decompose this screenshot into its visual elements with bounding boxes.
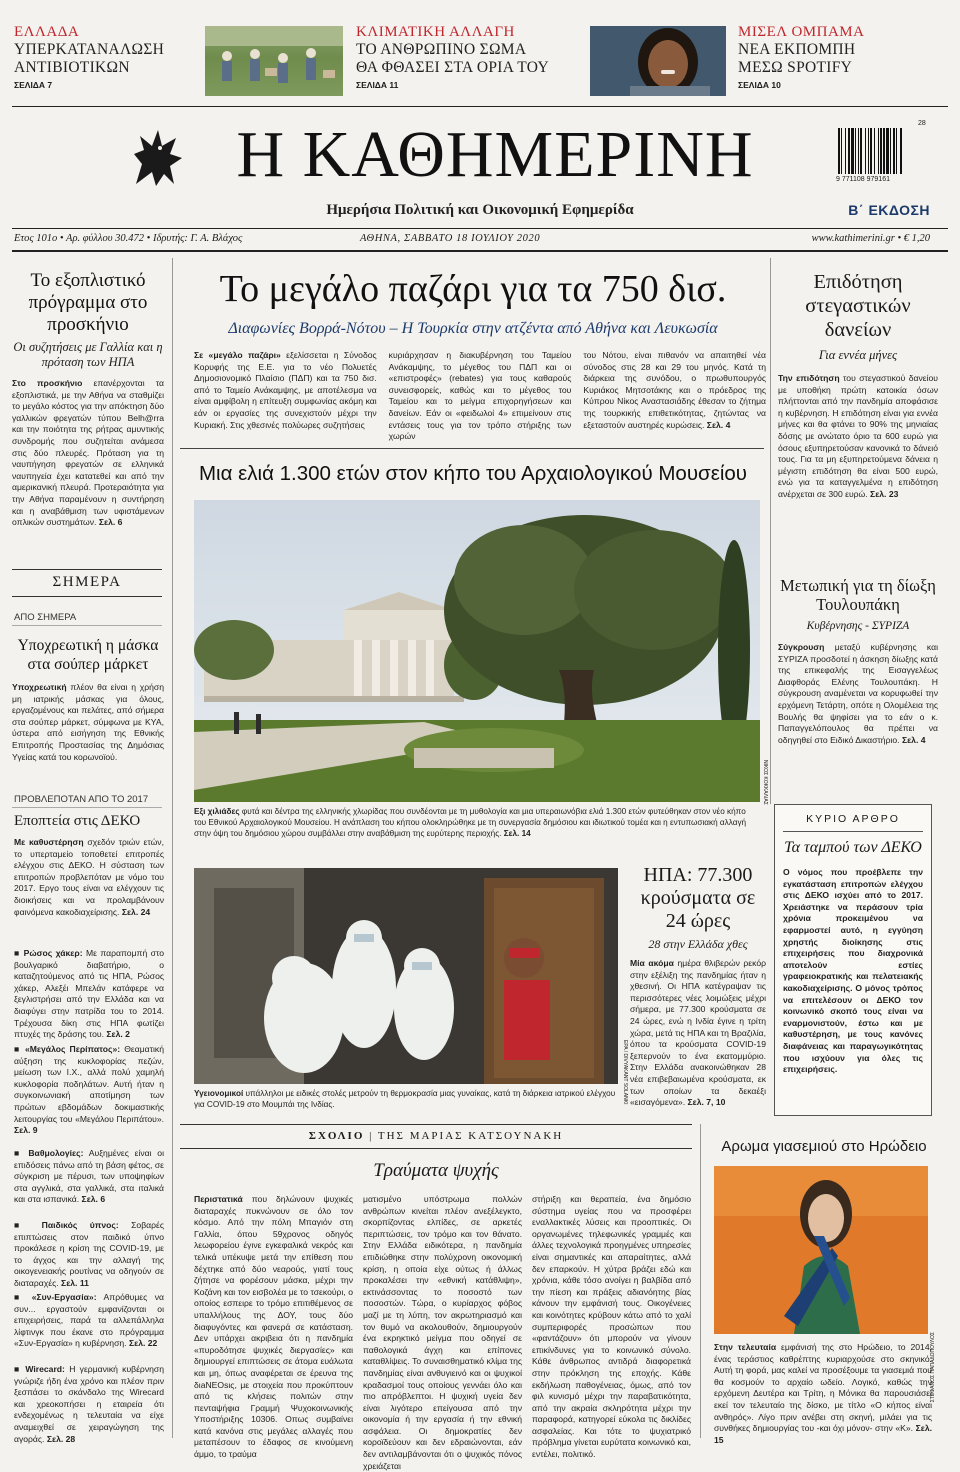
brief-item[interactable]: ■ Ρώσος χάκερ: Με παραπομπή στο βουλγαρικό διαβατήριο, ο καταζητούμενος από τις ΗΠΑ, Ρώσος χάκερ, Αλεξέι Μπελάν κατάφερε να ξεγλιστρήσει από την Ελλάδα και να διαφύγει στην πατρίδα του το 2014. Τρέχουσα δίκη στις ΗΠΑ φωτίζει πτυχές της δράσης του. Σελ. 2 [14, 948, 164, 1040]
teaser-obama[interactable] [738, 24, 864, 90]
loan-subtitle: Για εννέα μήνες [818, 348, 898, 362]
teaser-page: ΣΕΛΙΔΑ 11 [356, 80, 399, 90]
edition-badge: Β΄ ΕΚΔΟΣΗ [848, 202, 930, 218]
comment-col-3: στήριξη και θεραπεία, ένα δημόσιο σύστημα υγείας που να προσφέρει εναλλακτικές λύσεις και προοπτικές. Οι οργανωμένες τηλεφωνικές γραμμές και άλλες τεχνολογικά προηγμένες υπηρεσίες είναι σημαντικές και απαραίτητες, αλλά δεν επαρκούν. Η χύτρα βράζει εδώ και χρόνια, κάθε τόσο ανοίγει η βαλβίδα από την πίεση και πράξεις αδιανόητης βίας κάνουν την εμφάνισή τους. Οικογένειες και κοινότητες κρύβουν κάτω από το χαλί συμπεριφορές προσώπων που «φαντάζουν» ότι μπορούν να γίνουν επικίνδυνες για το κοινωνικό σύνολο. Κάθε άνθρωπος αντιδρά διαφορετικά στην πρόκληση της εποχής. Κάθε εκδήλωση παθογένειας, όμως, από τον φιλ κυνισμό μέχρι την παραβατικότητα, από την ακραία σκληρότητα μέχρι την παραφορά, κατηγορεί εύκολα τις δικλίδες ασφαλείας. Και τότε το ψυχιατρικό πρόβλημα γίνεται ευρύτατα κοινωνικό και, εντέλει, πολιτικό. [532, 1194, 691, 1460]
barcode-icon [836, 128, 926, 174]
deko-title: Εποπτεία στις ΔΕΚΟ [14, 813, 141, 829]
olive-photo-credit: ΝΙΚΟΣ ΚΟΚΚΑΛΙΑΣ [762, 760, 768, 805]
masthead-title[interactable]: Η ΚΑΘΗΜΕΡΙΝΗ [236, 118, 754, 191]
main-story-body [194, 350, 767, 442]
main-body-col-3: του Νότου, είναι πιθανόν να απαιτηθεί νέα σύνοδος στις 28 και 29 του μηνός. Κατά τη διάρκεια της συνόδου, ο πρωθυπουργός Κυριάκος Μητσοτάκης και ο πρόεδρος της Κύπρου Νίκος Αναστασιάδης έθεσαν το ζήτημα της τουρκικής επιθετικότητας, ζητώντας να εξεταστούν αυστηρές κυρώσεις. Σελ. 4 [583, 350, 767, 430]
usa-cases-story[interactable] [630, 864, 766, 1108]
from-today-label: ΑΠΟ ΣΗΜΕΡΑ [14, 612, 77, 623]
singer-photo [714, 1166, 928, 1334]
health-workers-illustration [194, 868, 618, 1084]
main-body-col-1: Σε «μεγάλο παζάρι» εξελίσσεται η Σύνοδος Κορυφής της Ε.Ε. για το νέο Πολυετές Δημοσιονομικό Πλαίσιο (ΠΔΠ) και τα 750 δισ. από το Ταμείο Ανάκαμψης, με αποτέλεσμα να είναι αμφίβολη η επίτευξη συμφωνίας ακόμη και εάν οι εργασίες της συνεχιστούν μέχρι την Κυριακή. Στις χθεσινές πολύωρες συζητήσεις [194, 350, 377, 430]
covid-caption: Υγειονομικοί υπάλληλοι με ειδικές στολές μετρούν τη θερμοκρασία μιας γυναίκας, κατά τη διάρκεια ιατρικού ελέγχου για COVID-19 στο Μουμπάι της Ινδίας. [194, 1089, 616, 1109]
loan-subsidy-story[interactable] [778, 270, 938, 535]
teaser-title-line: ΑΝΤΙΒΙΟΤΙΚΩΝ [14, 59, 130, 76]
griffin-logo-icon [128, 124, 188, 194]
jasmine-body: Στην τελευταία εμφάνισή της στο Ηρώδειο, το 2014, ένας τεράστιος καθρέπτης κυριαρχούσε στο σκηνικό. Αυτή τη φορά, μας καλεί να προσέξουμε τα γιασεμιά που θα κοσμούν το αρχαίο ωδείο. Λογικό, καθώς την ερχόμενη Δευτέρα και Τρίτη, η Μόνικα θα παρουσιάσει εκεί τον τελευταίο της δίσκο, με τίτλο «Ο κήπος είναι ανθηρός». Λίγο πριν ανέβει στη σκηνή, μιλάει για τις συνθήκες δημιουργίας του -και όχι μόνον- στην «Κ». Σελ. 15 [714, 1342, 932, 1445]
teaser-kicker: ΜΙΣΕΛ ΟΜΠΑΜΑ [738, 24, 865, 40]
left-lead-body: Στο προσκήνιο επανέρχονται τα εξοπλιστικά, με την Αθήνα να σταθμίζει το μεγάλο κόστος για την απόκτηση δύο γαλλικών φρεγατών τύπου Belh@rra και την ποιότητα της ρήτρας αμυντικής συνδρομής που συζητείται ανάμεσα στις δύο πλευρές. Πρόταση για τη ναυπήγηση φρεγατών σε ελληνικά ναυπηγεία έχει κατατεθεί και από την αμερικανική πλευρά. Προτεραιότητα για την Αθήνα παραμένουν η συντήρηση και η αναβάθμιση των υφιστάμενων οπλικών συστημάτων. Σελ. 6 [12, 378, 164, 528]
brief-item[interactable]: ■ Βαθμολογίες: Αυξημένες είναι οι επιδόσεις πάνω από τη βάση φέτος, σε σύγκριση με πέρυσι, των υποψηφίων στα αγγλικά, στα γαλλικά, στα ιταλικά και στα ισπανικά. Σελ. 6 [14, 1148, 164, 1205]
portrait-illustration [590, 26, 726, 96]
singer-portrait-illustration [714, 1166, 928, 1334]
main-body-col-2: κυριάρχησαν η διακυβέρνηση του Ταμείου Ανάκαμψης, το μέγεθος του ΠΔΠ και οι «επιστροφές» (rebates) για τους καθαρούς συνεισφορείς, καθώς και το μέγεθος του Ταμείου και το μείγμα επιχορηγήσεων και δανείων. Εάν οι «φειδωλοί 4» επιμείνουν στις εντάσεις τους για τον τρόπο στήριξης των χωρών [388, 350, 572, 442]
museum-garden-illustration [194, 500, 760, 802]
jasmine-title[interactable]: Αρωμα γιασεμιού στο Ηρώδειο [721, 1138, 927, 1155]
touloupaki-subtitle: Κυβέρνησης - ΣΥΡΙΖΑ [806, 620, 910, 632]
comment-col-1: Περιστατικά που δηλώνουν ψυχικές διαταραχές πυκνώνουν σε όλο τον κόσμο. Από την πόλη Μπαγιόν στη Γαλλία, όπου 59χρονος οδηγός λεωφορείου έγινε εγκεφαλικά νεκρός και τελικά υπέκυψε μετά την επίθεση που δέχτηκε από δύο νεαρούς, γιατί τους ζήτησε να φορέσουν μάσκα, μέχρι την Κοζάνη και τον εισβολέα με το τσεκούρι, ο οποίος εσπειρε το τρόμο επιτιθέμενος σε υπαλλήλους της ΔΟΥ, τους δύο διαφυγόντες και φανερά σε κατάσταση. Δεν υπάρχει ακριβεια ότι η πανδημία «πυροδότησε ψυχικές διεργασίες» και δημιουργεί επιπτώσεις σε άτομα ευάλωτα και μη, όπως αναφέρεται σε έρευνα της διaNEOsις, με στοιχεία που προκύπτουν από τις κλήσεις πολιτών στην πενταψήφια Γραμμή Ψυχοκοινωνικής Υποστήριξης 10306. Οπως συμβαίνει κατά κανόνα στις μεγάλες αλλαγές που μεταπέσουν το έδαφος σε κινούμενη άμμο, το τραύμα [194, 1194, 353, 1460]
teaser-photo-field-workers [205, 26, 343, 96]
usa-cases-title: ΗΠΑ: 77.300 κρούσματα σε 24 ώρες [640, 864, 756, 932]
touloupaki-title: Μετωπική για τη δίωξη Τουλουπάκη [780, 576, 936, 614]
covid-photo-credit: EPA / DIVYAKANT SOLANKI [622, 1040, 628, 1105]
dateline-right[interactable]: www.kathimerini.gr • € 1,20 [811, 233, 930, 244]
teaser-greece[interactable] [14, 24, 164, 90]
dateline-date: ΑΘΗΝΑ, ΣΑΒΒΑΤΟ 18 ΙΟΥΛΙΟΥ 2020 [360, 233, 541, 244]
deko-body: Με καθυστέρηση σχεδόν τριών ετών, το υπερταμείο τοποθετεί επιτροπές ελέγχου στις ΔΕΚΟ. Η σύσταση των επιτροπών προβλεπόταν με νόμο του 2017. Εργο τους είναι να ελέγχουν τις διοικήσεις και να προλαμβάνουν φαινόμενα κακοδιαχείρισης. Σελ. 24 [14, 837, 164, 917]
barcode-number: 9 771108 979161 [836, 176, 890, 183]
teaser-title-line: ΤΟ ΑΝΘΡΩΠΙΝΟ ΣΩΜΑ [356, 41, 527, 58]
usa-cases-body: Μία ακόμα ημέρα θλιβερών ρεκόρ στην εξέλιξη της πανδημίας ήταν η χθεσινή. Οι ΗΠΑ κατέγραψαν τις περισσότερες νέες λοιμώξεις μέχρι σήμερα, με 77.300 κρούσματα σε 24 ώρες, ενώ η Ινδία έγινε η τρίτη χώρα, μετά τις ΗΠΑ και τη Βραζιλία, όπου τα κρούσματα COVID-19 ξεπερνούν το ένα εκατομμύριο. Στην Ελλάδα ανακοινώθηκαν 28 νέα επιβεβαιωμένα κρούσματα, εκ των οποίων τα δεκαέξι «εισαγόμενα». Σελ. 7, 10 [630, 958, 766, 1108]
mask-body: Υποχρεωτική πλέον θα είναι η χρήση μη ιατρικής μάσκας για όλους, εργαζομένους και πελάτες, από σήμερα στα σούπερ μάρκετ, σύμφωνα με ΚΥΑ, ύστερα από εισήγηση της Εθνικής Επιτροπής Προστασίας της Δημόσιας Υγείας κατά του κορωνοϊού. [12, 682, 164, 762]
editorial-body: Ο νόμος που προέβλεπε την εγκατάσταση επιτροπών ελέγχου στις ΔΕΚΟ ισχύει από το 2017. Χρειάστηκε να περάσουν τρία χρόνια προκειμένου να εφαρμοστεί αυτό, η εγγύηση χρηστής διοίκησης στις επιχειρήσεις που διαχρονικά αποτελούν εστίες γραφειοκρατικής και πελατειακής κακοδιαχείρισης. Ο μόνος τρόπος να επιτελέσουν οι ΔΕΚΟ τον κοινωνικό σκοπό τους είναι να εναρμονιστούν, έστω και με καθυστέρηση, με τους κανόνες διαφάνειας και παραγωγικότητας που ισχύουν για όλες τις επιχειρήσεις. [783, 867, 923, 1075]
teaser-page: ΣΕΛΙΔΑ 10 [738, 80, 781, 90]
comment-title[interactable]: Τραύματα ψυχής [373, 1160, 499, 1181]
editorial-title: Τα ταμπού των ΔΕΚΟ [784, 839, 922, 856]
teaser-kicker: ΕΛΛΑΔΑ [14, 24, 80, 40]
comment-col-2: ματισμένο υπόστρωμα πολλών ανθρώπων κινείται πλέον ανεξέλεγκτο, σκορπίζοντας ελπίδες, σε αρκετές περιπτώσεις, τον τρόμο και τον θάνατο. Στην Ελλάδα ειδικότερα, η πανδημία επιδιώθηκε στην πολύχρονη οικονομική κρίση, η οποία είχε ούτως ή άλλως προκαλέσει την «εθνική κατάθλιψη», εκτινάσσοντας το ποσοστό των ποσοστών. Τώρα, ο κυρίαρχος φόβος μαζί με τη λύπη, τον ακρωτηριασμό και τον θυμό να ακολουθούν, δημιουργούν ένα εκρηκτικό μείγμα που οδηγεί σε παθολογικά άγχη και επίπονες καταθλίψεις. Το συναισθηματικό κλίμα της πανδημίας είναι ανθυγιεινό και οι ψυχικοί κραδασμοί τους οποίους γεννάει όλο και πιο απρόβλεπτοι. Η ψυχική υγεία δεν είναι λιγότερο επείγουσα από την οικονομία ή την εργασία ή την εθνική ασφάλεια. Οι δημοκρατίες δεν κοροϊδεύουν και δεν εδραιώνονται, εάν δεν αντιλαμβάνονται ότι ο ψυχικός πόνος χρειάζεται [363, 1194, 522, 1471]
teaser-climate[interactable] [356, 24, 549, 90]
loan-title: Επιδότηση στεγαστικών δανείων [805, 271, 911, 341]
masthead-subtitle: Ημερήσια Πολιτική και Οικονομική Εφημερίδα [326, 202, 634, 218]
teaser-page: ΣΕΛΙΔΑ 7 [14, 80, 53, 90]
dateline-left: Ετος 101ο • Αρ. φύλλου 30.472 • Ιδρυτής: Γ. Α. Βλάχος [14, 233, 243, 244]
today-label: ΣΗΜΕΡΑ [52, 574, 122, 590]
brief-item[interactable]: ■ «Μεγάλος Περίπατος»: Θεαματική αύξηση της κυκλοφορίας πεζών, μείωση των Ι.Χ., αλλά πολύ χαμηλή κυκλοφορία ποδηλάτων. Αυτή ήταν η συγκοινωνιακή αποτίμηση των πρώτων εβδομάδων δοκιμαστικής λειτουργίας του «Μεγάλου Περιπάτου». Σελ. 9 [14, 1044, 164, 1136]
brief-item[interactable]: ■ Wirecard: Η γερμανική κυβέρνηση γνώριζε ήδη ένα χρόνο και πλέον πριν ξεσπάσει το σκάνδαλο της Wirecard και χρεοκοπήσει η εταιρεία ότι ενδεχομένως η τελευταία να είχε αναμειχθεί σε χειραγώγηση της αγοράς. Σελ. 28 [14, 1364, 164, 1444]
comment-body [194, 1194, 692, 1471]
teaser-title-line: ΝΕΑ ΕΚΠΟΜΠΗ [738, 41, 856, 58]
brief-item[interactable]: ■ Παιδικός ύπνος: Σοβαρές επιπτώσεις στον παιδικό ύπνο προκάλεσε η κρίση της COVID-19, με το άγχος και την αλλαγή της οικογενειακής ρουτίνας να οδηγούν σε διαταραχές. Σελ. 11 [14, 1220, 164, 1288]
olive-tree-photo [194, 500, 760, 802]
brief-item[interactable]: ■ «Συν-Εργασία»: Απρόθυμες να συν... εργαστούν εμφανίζονται οι επιχειρήσεις, παρά τα αλλεπάλληλα λίφτινγκ που έκανε στο πρόγραμμα «Συν-Εργασία» η κυβέρνηση. Σελ. 22 [14, 1292, 164, 1349]
main-headline[interactable]: Το μεγάλο παζάρι για τα 750 δισ. [219, 268, 727, 310]
deko-story[interactable] [14, 812, 164, 929]
teaser-title-line: ΥΠΕΡΚΑΤΑΝΑΛΩΣΗ [14, 41, 165, 58]
teaser-title-line: ΘΑ ΦΘΑΣΕΙ ΣΤΑ ΟΡΙΑ ΤΟΥ [356, 59, 549, 76]
loan-body: Την επιδότηση του στεγαστικού δανείου με υποθήκη πρώτη κατοικία όσων πλήττονται από την πανδημία αποφάσισε η κυβέρνηση. Η επιδότηση είναι για εννέα μήνες και θα φτάνει το 90% της μηνιαίας δόσης με ανώτατο όριο τα 600 ευρώ για όσους εξυπηρετούσαν κανονικά το δάνειό τους. Για τα μη εξυπηρετούμενα δάνεια η μέγιστη επιδότηση θα είναι 500 ευρώ, ενώ για τα καταγγελμένα η επιδότηση ανέρχεται σε 300 ευρώ. Σελ. 23 [778, 373, 938, 499]
field-workers-illustration [205, 26, 343, 96]
touloupaki-story[interactable] [778, 576, 938, 758]
comment-author: ΤΗΣ ΜΑΡΙΑΣ ΚΑΤΣΟΥΝΑΚΗ [377, 1130, 564, 1142]
olive-headline[interactable]: Μια ελιά 1.300 ετών στον κήπο του Αρχαιολογικού Μουσείου [198, 462, 747, 485]
mask-story[interactable] [12, 636, 164, 762]
comment-header: ΣΧΟΛΙΟ | ΤΗΣ ΜΑΡΙΑΣ ΚΑΤΣΟΥΝΑΚΗ [308, 1130, 564, 1142]
teaser-kicker: ΚΛΙΜΑΤΙΚΗ ΑΛΛΑΓΗ [356, 24, 515, 40]
left-lead-story[interactable] [12, 270, 164, 548]
singer-photo-credit: ΣΤΕΦΑΝΟΣ ΠΑΠΑΔΟΠΟΥΛΟΣ [930, 1332, 936, 1403]
covid-testing-photo [194, 868, 618, 1084]
teaser-photo-obama [590, 26, 726, 96]
comment-label: ΣΧΟΛΙΟ [308, 1130, 365, 1142]
olive-caption: Εξι χιλιάδες φυτά και δέντρα της ελληνικής χλωρίδας που συνδέονται με τη μυθολογία και μια υπεραιωνόβια ελιά 1.300 ετών φυτεύθηκαν στον νέο κήπο του Εθνικού Αρχαιολογικού Μουσείου. Η ανάπλαση του κήπου ολοκληρώθηκε με τη συνεργασία δημόσιου και ιδιωτικού τομέα και η εντυπωσιακή αλλαγή στην όψη του δημόσιου χώρου συμβάλλει στην αναβάθμιση της ευρύτερης περιοχής. Σελ. 14 [194, 807, 747, 838]
barcode-issue: 28 [918, 120, 926, 127]
planned-label: ΠΡΟΒΛΕΠΟΤΑΝ ΑΠΟ ΤΟ 2017 [14, 794, 149, 805]
left-lead-title: Το εξοπλιστικό πρόγραμμα στο προσκήνιο [28, 270, 148, 335]
teaser-title-line: ΜΕΣΩ SPOTIFY [738, 59, 853, 76]
editorial-label: ΚΥΡΙΟ ΑΡΘΡΟ [806, 813, 900, 825]
usa-cases-subtitle: 28 στην Ελλάδα χθες [648, 937, 748, 951]
touloupaki-body: Σύγκρουση μεταξύ κυβέρνησης και ΣΥΡΙΖΑ προσδοτεί η άσκηση δίωξης κατά της επικεφαλής της Εισαγγελέως Διαφθοράς Ελένης Τουλουπάκη. Η σύγκρουση αναμένεται να κορυφωθεί την ερχόμενη Τετάρτη, οπότε η Ολομέλεια της Βουλής θα ψηφίσει για το εάν ο κ. Παπαγγελόπουλος θα πρέπει να οδηγηθεί στο Ειδικό Δικαστήριο. Σελ. 4 [778, 642, 938, 745]
editorial-box[interactable] [774, 804, 932, 1116]
left-lead-subtitle: Οι συζητήσεις με Γαλλία και η πρόταση των ΗΠΑ [13, 340, 163, 369]
mask-title: Υποχρεωτική η μάσκα στα σούπερ μάρκετ [17, 637, 159, 673]
main-subtitle: Διαφωνίες Βορρά-Νότου – Η Τουρκία στην ατζέντα από Αθήνα και Λευκωσία [228, 320, 718, 337]
brief-items-list [14, 948, 164, 1448]
